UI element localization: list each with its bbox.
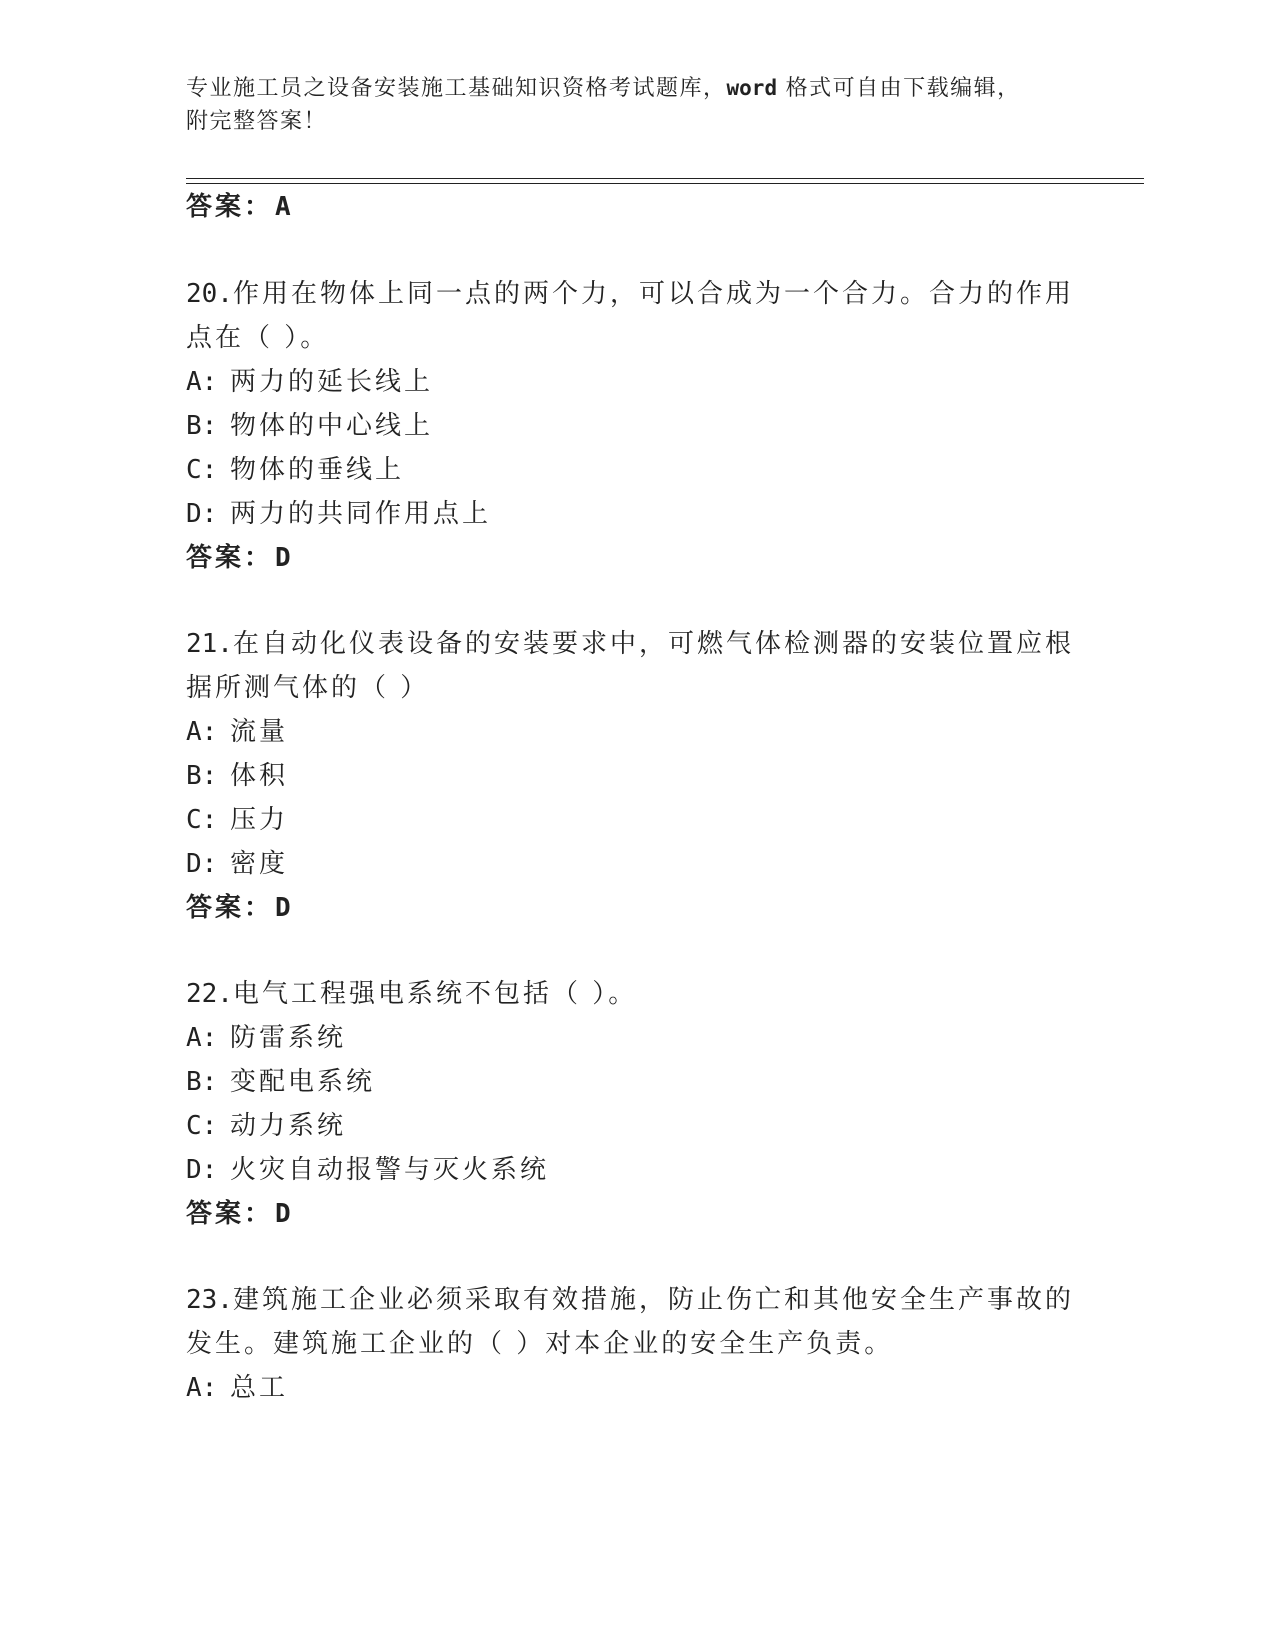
option-key: B:	[186, 761, 218, 791]
option-text: 火灾自动报警与灭火系统	[230, 1155, 550, 1185]
header-text-2: 格式可自由下载编辑，	[785, 76, 1021, 101]
question-20-option-c	[186, 449, 404, 486]
option-text: 物体的中心线上	[230, 411, 434, 441]
question-number: 22.	[186, 979, 233, 1009]
option-text: 变配电系统	[230, 1067, 376, 1097]
question-number: 21.	[186, 629, 233, 659]
option-key: D:	[186, 849, 218, 879]
question-text: 在自动化仪表设备的安装要求中，可燃气体检测器的安装位置应根	[232, 629, 1074, 659]
question-21-line-1	[186, 623, 1074, 660]
option-key: A:	[186, 717, 218, 747]
header-line-2: 附完整答案！	[186, 109, 328, 134]
question-21-option-d	[186, 843, 288, 880]
question-21-line-2: 据所测气体的（ ）	[186, 673, 430, 703]
header-word: word	[726, 76, 778, 100]
question-20-line-2: 点在（ ）。	[186, 323, 330, 353]
answer-label: 答案：	[186, 1199, 274, 1229]
question-20-option-d	[186, 493, 491, 530]
option-key: D:	[186, 1155, 218, 1185]
question-number: 23.	[186, 1285, 233, 1315]
question-22-option-d	[186, 1149, 549, 1186]
question-20-answer	[186, 537, 294, 574]
answer-value: D	[275, 543, 294, 573]
question-20-line-1	[186, 273, 1074, 310]
option-key: B:	[186, 411, 218, 441]
option-text: 两力的共同作用点上	[230, 499, 492, 529]
header-text-1: 专业施工员之设备安装施工基础知识资格考试题库，	[186, 76, 727, 101]
previous-answer	[186, 186, 294, 223]
answer-value: A	[275, 192, 294, 222]
answer-label: 答案：	[186, 192, 274, 222]
option-text: 动力系统	[230, 1111, 347, 1141]
question-text: 作用在物体上同一点的两个力，可以合成为一个合力。合力的作用	[232, 279, 1074, 309]
page-header	[186, 72, 1066, 138]
question-20-option-a	[186, 361, 433, 398]
question-23-option-a	[186, 1367, 288, 1404]
question-22-answer	[186, 1193, 294, 1230]
answer-label: 答案：	[186, 893, 274, 923]
option-key: A:	[186, 1023, 218, 1053]
option-text: 流量	[230, 717, 289, 747]
header-rule-thin	[186, 183, 1144, 184]
question-22-option-a	[186, 1017, 346, 1054]
question-21-option-c	[186, 799, 288, 836]
question-text: 建筑施工企业必须采取有效措施，防止伤亡和其他安全生产事故的	[232, 1285, 1074, 1315]
option-key: C:	[186, 805, 218, 835]
answer-value: D	[275, 1199, 294, 1229]
question-22-line-1	[186, 973, 637, 1010]
option-text: 密度	[230, 849, 289, 879]
question-text: 电气工程强电系统不包括（ ）。	[232, 979, 638, 1009]
option-text: 总工	[230, 1373, 289, 1403]
answer-label: 答案：	[186, 543, 274, 573]
question-22-option-b	[186, 1061, 375, 1098]
header-line-1	[186, 72, 1066, 105]
question-23-line-1	[186, 1279, 1074, 1316]
option-key: C:	[186, 1111, 218, 1141]
question-21-option-b	[186, 755, 288, 792]
option-key: C:	[186, 455, 218, 485]
option-text: 两力的延长线上	[230, 367, 434, 397]
option-key: B:	[186, 1067, 218, 1097]
header-rule-thick	[186, 178, 1144, 179]
answer-value: D	[275, 893, 294, 923]
option-key: A:	[186, 367, 218, 397]
question-21-option-a	[186, 711, 288, 748]
question-23-line-2: 发生。建筑施工企业的（ ）对本企业的安全生产负责。	[186, 1329, 894, 1359]
question-21-answer	[186, 887, 294, 924]
question-20-option-b	[186, 405, 433, 442]
option-text: 物体的垂线上	[230, 455, 405, 485]
option-text: 防雷系统	[230, 1023, 347, 1053]
option-key: A:	[186, 1373, 218, 1403]
option-key: D:	[186, 499, 218, 529]
option-text: 体积	[230, 761, 289, 791]
option-text: 压力	[230, 805, 289, 835]
question-number: 20.	[186, 279, 233, 309]
question-22-option-c	[186, 1105, 346, 1142]
